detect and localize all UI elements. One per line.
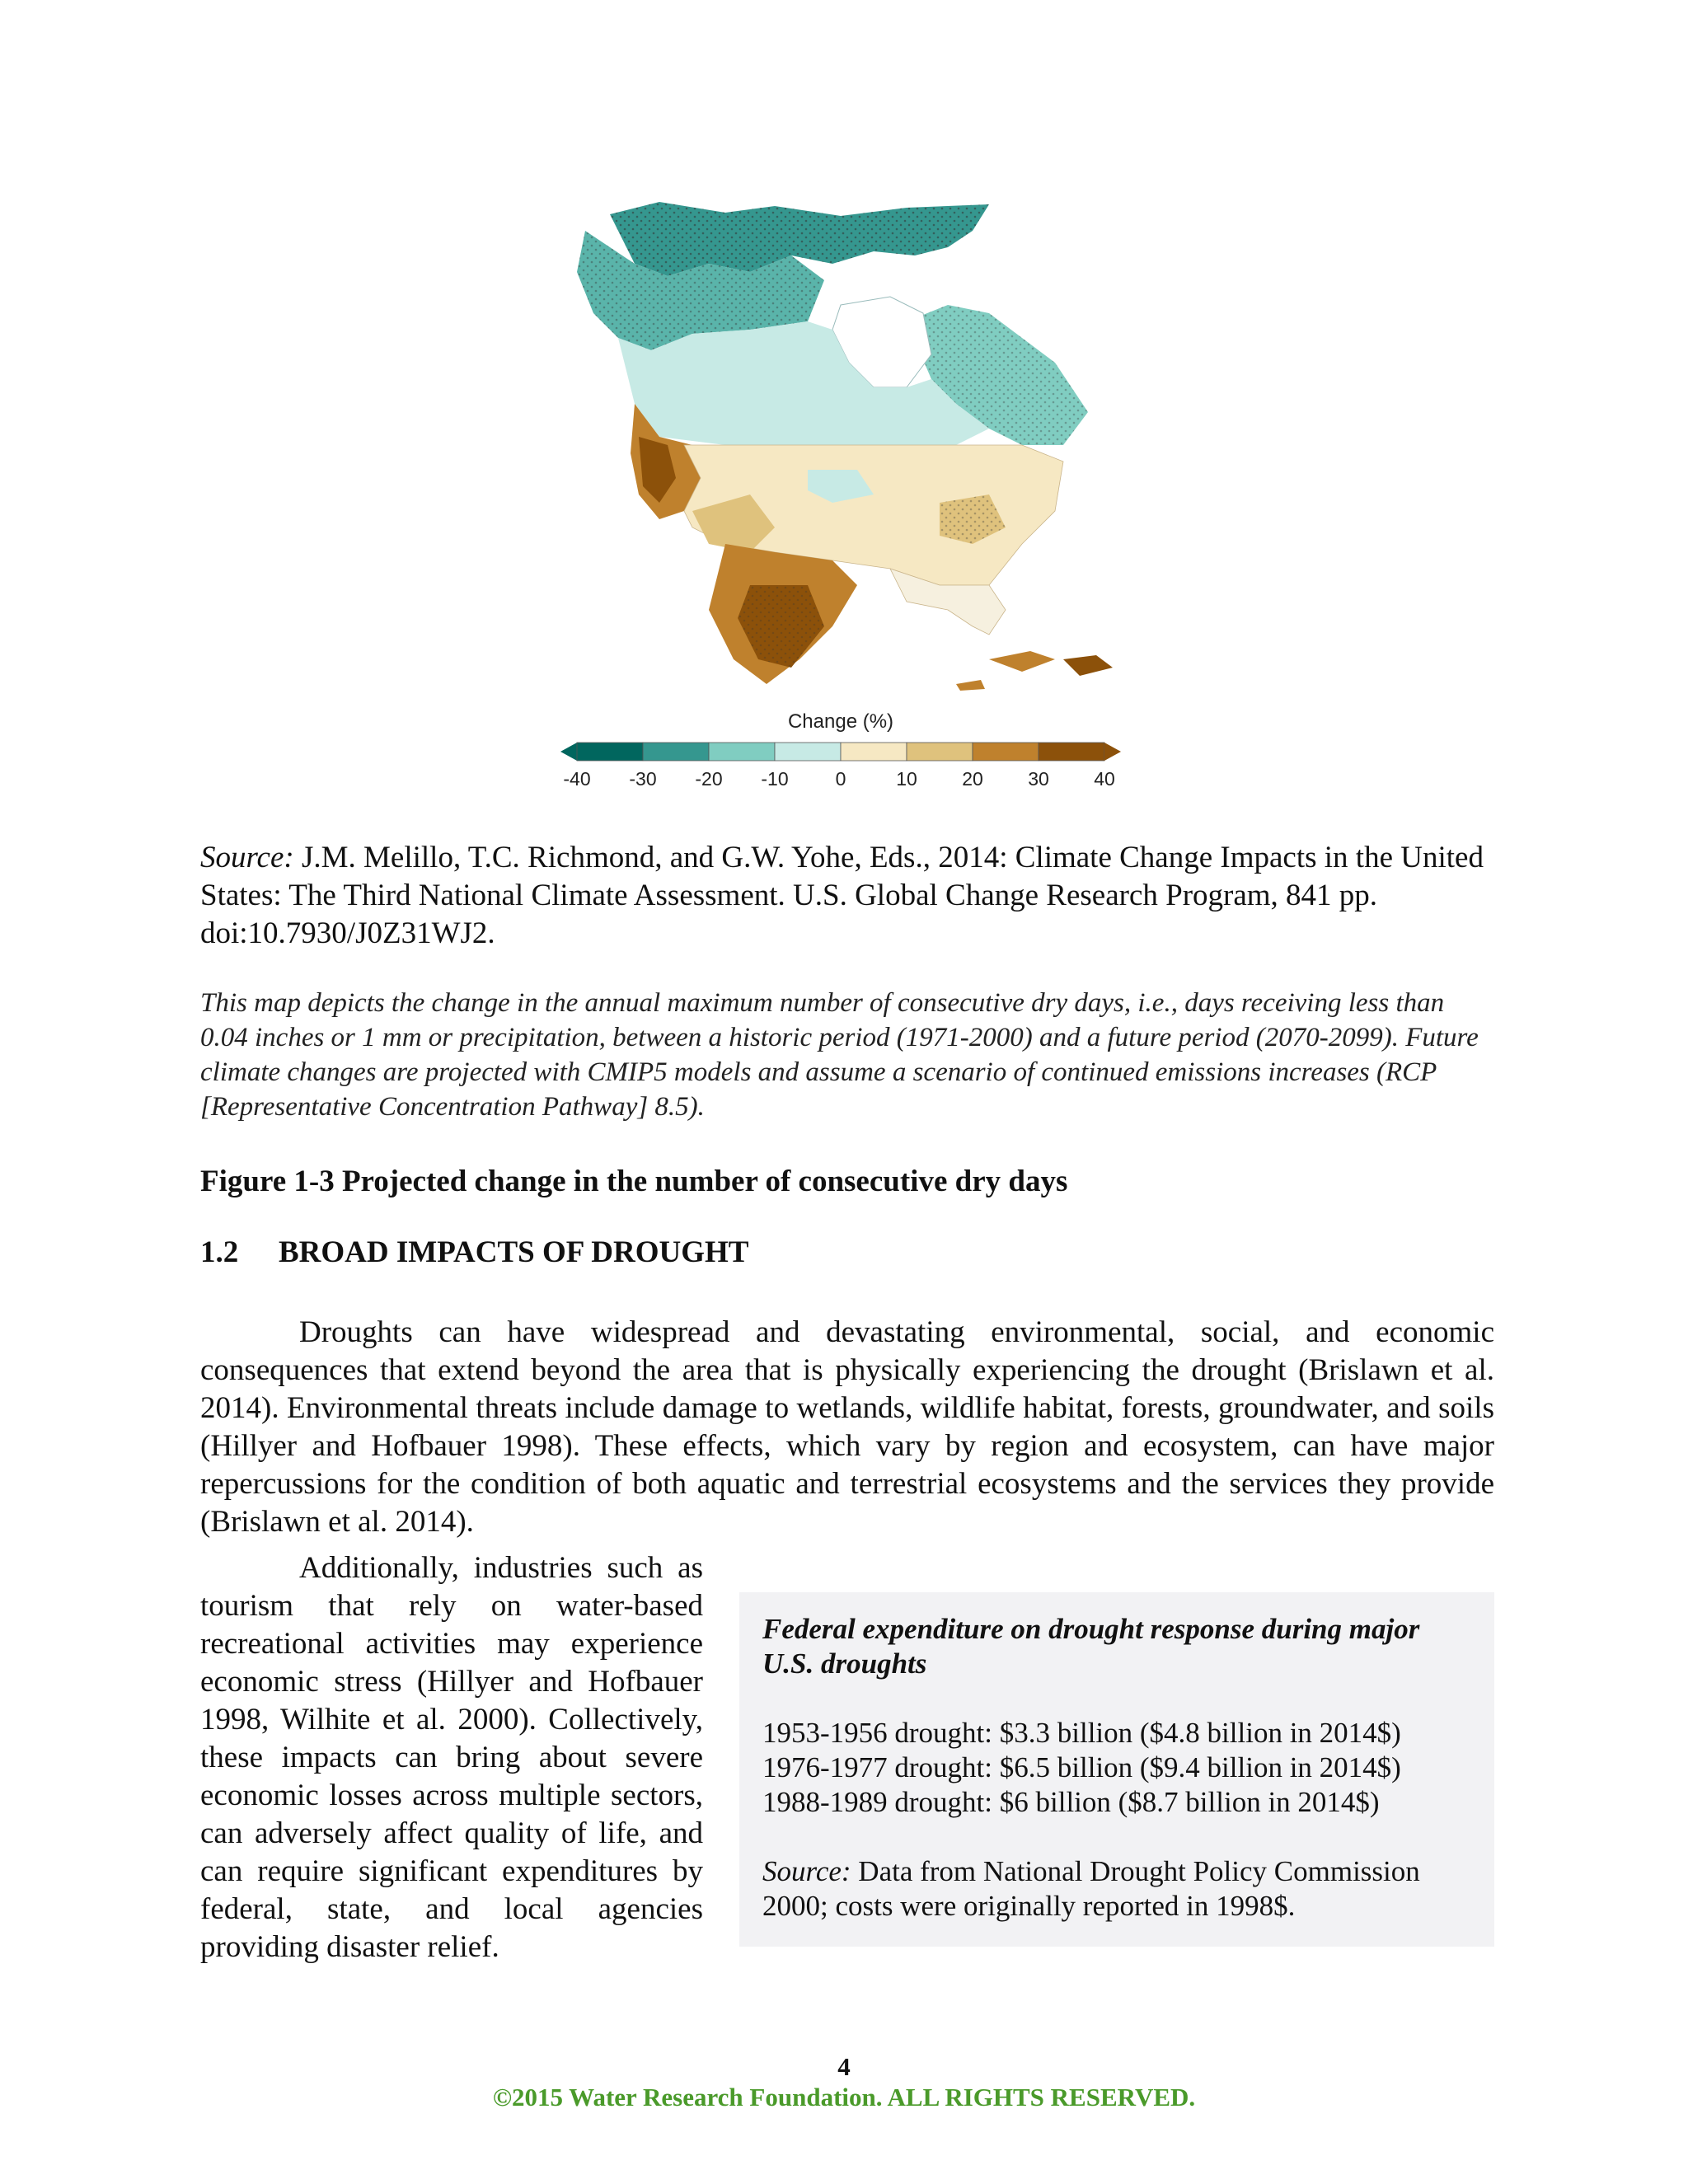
legend-tick-label: 10 [896,768,917,790]
colorbar-cell [1039,743,1104,761]
expenditure-sidebar [739,1592,1494,1947]
legend-tick-label: -20 [695,768,723,790]
side-paragraph: Additionally, industries such as tourism that rely on water-based recreational activities may experience economic stress (Hillyer and Hofbauer 1998, Wilhite et al. 2000). Collectively, these impacts can bring about severe economic losses across multiple sectors, can adversely affect quality of life, and can require significant expenditures by federal, state, and local agencies providing disaster relief. [200,1551,703,1964]
north-america-map [560,198,1121,709]
sidebar-title: Federal expenditure on drought response during major U.S. droughts [762,1613,1420,1680]
section-heading [200,1235,1494,1270]
page-number: 4 [837,2052,851,2081]
section-number: 1.2 [200,1235,239,1269]
figure-caption-note: This map depicts the change in the annual maximum number of consecutive dry days, i.e., days receiving less than 0.04 inches or 1 mm or precipitation, between a historic period (1971-2000) and a future period (2070-2099). Future climate changes are projected with CMIP5 models and assume a scenario of continued emissions increases (RCP [Representative Concentration Pathway] 8.5). [200,988,1479,1122]
legend-tick-label: 40 [1094,768,1115,790]
colorbar-cell [643,743,709,761]
caribbean-region [989,651,1055,672]
legend-tick-label: -30 [629,768,657,790]
colorbar-cell [907,743,973,761]
colorbar-cell [973,743,1039,761]
legend-title: Change (%) [787,710,894,733]
figure-source-citation [200,839,1494,953]
colorbar-cell [775,743,841,761]
source-text: J.M. Melillo, T.C. Richmond, and G.W. Yohe, Eds., 2014: Climate Change Impacts in the United States: The Third National Climate Assessment. U.S. Global Change Research Program, 841 pp. doi:10.7930/J0Z31WJ2. [200,841,1484,950]
colorbar-cells [560,743,1121,761]
sidebar-source-label: Source: [762,1855,851,1887]
body-paragraph: Droughts can have widespread and devastating environmental, social, and economic consequences that extend beyond the area that is physically experiencing the drought (Brislawn et al. 2014). Environmental threats include damage to wetlands, wildlife habitat, forests, groundwater, and soils (Hillyer and Hofbauer 1998). These effects, which vary by region and ecosystem, can have major repercussions for the condition of both aquatic and terrestrial ecosystems and the services they provide (Brislawn et al. 2014). [200,1315,1494,1539]
colorbar-cell [841,743,907,761]
colorbar-arrow-left [560,743,577,761]
colorbar-arrow-right [1104,743,1121,761]
figure-title: Figure 1-3 Projected change in the number of consecutive dry days [200,1165,1068,1198]
legend-tick-label: -10 [761,768,789,790]
legend-tick-label: 30 [1028,768,1049,790]
legend-tick-label: -40 [563,768,591,790]
legend-tick-label: 20 [962,768,983,790]
sidebar-line-1988: 1988-1989 drought: $6 billion ($8.7 billion in 2014$) [762,1786,1380,1818]
sidebar-source [762,1854,1470,1924]
legend-tick-label: 0 [835,768,846,790]
colorbar-cell [577,743,643,761]
section-title: BROAD IMPACTS OF DROUGHT [279,1235,749,1269]
source-label: Source: [200,841,294,874]
dry-days-map-figure [560,198,1121,808]
legend-colorbar [560,738,1121,766]
sidebar-source-text: Data from National Drought Policy Commission 2000; costs were originally reported in 1998$. [762,1855,1420,1922]
copyright-notice: ©2015 Water Research Foundation. ALL RIGHTS RESERVED. [492,2083,1196,2111]
sidebar-line-1953: 1953-1956 drought: $3.3 billion ($4.8 billion in 2014$) [762,1717,1401,1749]
sidebar-line-1976: 1976-1977 drought: $6.5 billion ($9.4 billion in 2014$) [762,1751,1401,1783]
colorbar-cell [709,743,775,761]
